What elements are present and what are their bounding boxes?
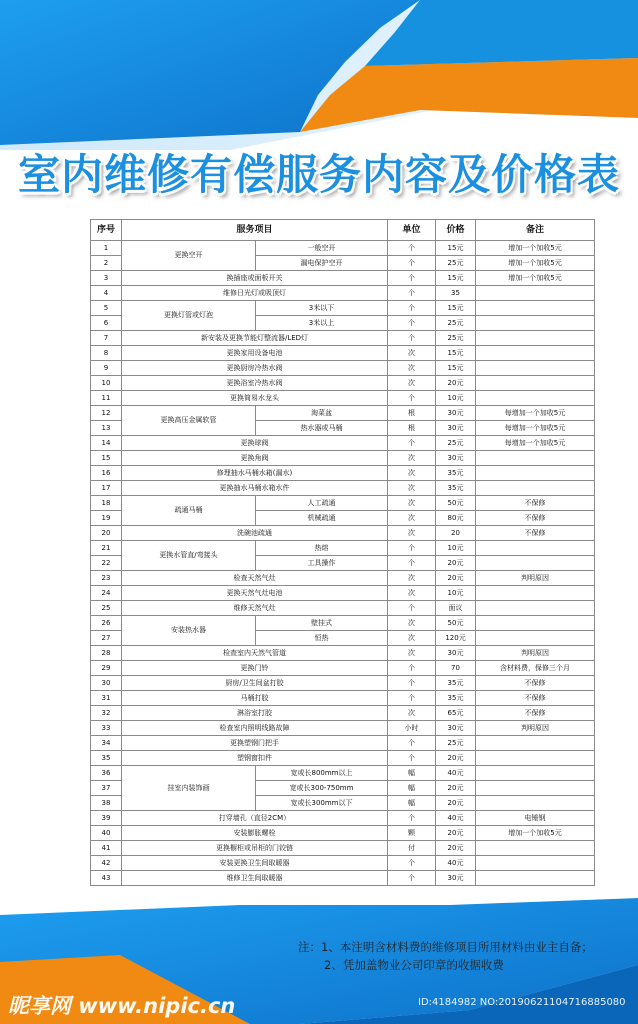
cell-price: 50元 (436, 496, 476, 511)
cell-price: 20元 (436, 796, 476, 811)
cell-no: 41 (91, 841, 122, 856)
cell-item: 更换天然气灶电池 (122, 586, 388, 601)
cell-subitem: 人工疏通 (256, 496, 388, 511)
cell-no: 27 (91, 631, 122, 646)
cell-subitem: 热熔 (256, 541, 388, 556)
table-row (91, 676, 595, 691)
cell-note (476, 631, 595, 646)
cell-item: 疏通马桶 (122, 496, 256, 526)
cell-unit: 颗 (388, 826, 436, 841)
cell-note: 不保修 (476, 676, 595, 691)
cell-price: 40元 (436, 856, 476, 871)
cell-note: 增加一个加收5元 (476, 271, 595, 286)
table-row (91, 541, 595, 556)
cell-item: 新安装及更换节能灯整流器/LED灯 (122, 331, 388, 346)
cell-unit: 次 (388, 586, 436, 601)
cell-price: 35元 (436, 481, 476, 496)
cell-no: 14 (91, 436, 122, 451)
cell-no: 42 (91, 856, 122, 871)
cell-unit: 个 (388, 871, 436, 886)
cell-price: 15元 (436, 361, 476, 376)
table-row (91, 391, 595, 406)
cell-unit: 根 (388, 421, 436, 436)
cell-price: 65元 (436, 706, 476, 721)
cell-item: 更换角阀 (122, 451, 388, 466)
cell-unit: 次 (388, 646, 436, 661)
table-row (91, 571, 595, 586)
cell-unit: 个 (388, 856, 436, 871)
cell-no: 28 (91, 646, 122, 661)
cell-note (476, 841, 595, 856)
cell-price: 20元 (436, 841, 476, 856)
cell-item: 安装热水器 (122, 616, 256, 646)
cell-subitem: 淘菜盆 (256, 406, 388, 421)
cell-item: 更换橱柜或吊柜的门铰链 (122, 841, 388, 856)
cell-no: 22 (91, 556, 122, 571)
cell-note: 每增加一个加收5元 (476, 436, 595, 451)
cell-no: 25 (91, 601, 122, 616)
cell-price: 20元 (436, 571, 476, 586)
cell-note: 每增加一个加收5元 (476, 421, 595, 436)
cell-item: 更换塑钢门把手 (122, 736, 388, 751)
cell-note (476, 616, 595, 631)
cell-subitem: 宽或长300mm以下 (256, 796, 388, 811)
cell-item: 修理抽水马桶水箱(漏水) (122, 466, 388, 481)
cell-unit: 个 (388, 331, 436, 346)
cell-item: 更换浴室冷热水阀 (122, 376, 388, 391)
cell-unit: 根 (388, 406, 436, 421)
footnotes (298, 938, 593, 974)
cell-unit: 次 (388, 571, 436, 586)
cell-price: 30元 (436, 646, 476, 661)
header-no: 序号 (91, 220, 122, 241)
cell-price: 10元 (436, 541, 476, 556)
cell-item: 更换空开 (122, 241, 256, 271)
cell-price: 15元 (436, 346, 476, 361)
cell-unit: 个 (388, 541, 436, 556)
cell-no: 21 (91, 541, 122, 556)
cell-unit: 次 (388, 631, 436, 646)
cell-no: 20 (91, 526, 122, 541)
cell-price: 25元 (436, 436, 476, 451)
cell-item: 更换简易水龙头 (122, 391, 388, 406)
cell-unit: 小时 (388, 721, 436, 736)
cell-unit: 幅 (388, 796, 436, 811)
cell-item: 更换家用设备电池 (122, 346, 388, 361)
cell-no: 26 (91, 616, 122, 631)
cell-note (476, 796, 595, 811)
cell-unit: 个 (388, 691, 436, 706)
cell-note: 不保修 (476, 691, 595, 706)
cell-note (476, 871, 595, 886)
cell-item: 换插座或面板开关 (122, 271, 388, 286)
cell-note: 判明原因 (476, 721, 595, 736)
cell-no: 6 (91, 316, 122, 331)
cell-subitem: 一般空开 (256, 241, 388, 256)
cell-unit: 个 (388, 676, 436, 691)
cell-item: 更换高压金属软管 (122, 406, 256, 436)
cell-item: 塑钢窗扣件 (122, 751, 388, 766)
cell-unit: 付 (388, 841, 436, 856)
cell-price: 30元 (436, 406, 476, 421)
cell-subitem: 宽或长300-750mm (256, 781, 388, 796)
cell-subitem: 3米以下 (256, 301, 388, 316)
cell-item: 马桶打胶 (122, 691, 388, 706)
cell-no: 31 (91, 691, 122, 706)
table-row (91, 811, 595, 826)
cell-no: 37 (91, 781, 122, 796)
cell-note: 增加一个加收5元 (476, 241, 595, 256)
cell-unit: 次 (388, 361, 436, 376)
cell-no: 29 (91, 661, 122, 676)
cell-unit: 幅 (388, 766, 436, 781)
cell-no: 1 (91, 241, 122, 256)
cell-unit: 次 (388, 496, 436, 511)
header-service: 服务项目 (122, 220, 388, 241)
table-row (91, 496, 595, 511)
cell-note (476, 601, 595, 616)
cell-price: 30元 (436, 871, 476, 886)
cell-subitem: 机械疏通 (256, 511, 388, 526)
cell-price: 25元 (436, 256, 476, 271)
cell-price: 25元 (436, 331, 476, 346)
watermark-id: ID:4184982 NO:20190621104716885080 (418, 997, 626, 1008)
cell-item: 更换灯管或灯泡 (122, 301, 256, 331)
table-row (91, 286, 595, 301)
header-unit: 单位 (388, 220, 436, 241)
cell-no: 24 (91, 586, 122, 601)
table-row (91, 721, 595, 736)
table-row (91, 361, 595, 376)
table-row (91, 826, 595, 841)
cell-unit: 次 (388, 481, 436, 496)
cell-no: 15 (91, 451, 122, 466)
cell-unit: 个 (388, 751, 436, 766)
cell-unit: 个 (388, 316, 436, 331)
table-row (91, 451, 595, 466)
cell-note: 增加一个加收5元 (476, 256, 595, 271)
cell-subitem: 宽或长800mm以上 (256, 766, 388, 781)
cell-note (476, 481, 595, 496)
table-row (91, 691, 595, 706)
cell-price: 20元 (436, 751, 476, 766)
price-table (90, 219, 595, 886)
cell-item: 更换水管直/弯接头 (122, 541, 256, 571)
cell-note (476, 391, 595, 406)
cell-item: 更换球阀 (122, 436, 388, 451)
cell-no: 35 (91, 751, 122, 766)
header-note: 备注 (476, 220, 595, 241)
table-row (91, 331, 595, 346)
cell-no: 32 (91, 706, 122, 721)
cell-no: 38 (91, 796, 122, 811)
cell-item: 洗碗池疏通 (122, 526, 388, 541)
footnote-2: 2、凭加盖物业公司印章的收据收费 (324, 958, 504, 972)
cell-unit: 个 (388, 736, 436, 751)
cell-note (476, 781, 595, 796)
cell-note: 不保修 (476, 526, 595, 541)
cell-price: 25元 (436, 736, 476, 751)
cell-note (476, 856, 595, 871)
cell-note (476, 451, 595, 466)
table-row (91, 661, 595, 676)
cell-price: 15元 (436, 241, 476, 256)
cell-no: 33 (91, 721, 122, 736)
cell-unit: 次 (388, 511, 436, 526)
cell-no: 36 (91, 766, 122, 781)
cell-no: 43 (91, 871, 122, 886)
cell-no: 2 (91, 256, 122, 271)
table-row (91, 766, 595, 781)
cell-note (476, 751, 595, 766)
cell-note: 每增加一个加收5元 (476, 406, 595, 421)
cell-unit: 个 (388, 286, 436, 301)
cell-note (476, 301, 595, 316)
cell-price: 40元 (436, 811, 476, 826)
cell-note (476, 376, 595, 391)
cell-price: 40元 (436, 766, 476, 781)
cell-no: 9 (91, 361, 122, 376)
cell-unit: 次 (388, 466, 436, 481)
table-row (91, 586, 595, 601)
cell-price: 35 (436, 286, 476, 301)
table-row (91, 241, 595, 256)
cell-note (476, 286, 595, 301)
cell-price: 35元 (436, 691, 476, 706)
cell-price: 25元 (436, 316, 476, 331)
cell-note (476, 766, 595, 781)
cell-item: 检查室内天然气管道 (122, 646, 388, 661)
cell-item: 维修天然气灶 (122, 601, 388, 616)
table-row (91, 616, 595, 631)
cell-no: 10 (91, 376, 122, 391)
table-header-row (91, 220, 595, 241)
cell-no: 11 (91, 391, 122, 406)
table-row (91, 481, 595, 496)
cell-unit: 个 (388, 256, 436, 271)
table-body (91, 241, 595, 886)
table-row (91, 346, 595, 361)
cell-item: 更换门铃 (122, 661, 388, 676)
cell-price: 70 (436, 661, 476, 676)
cell-item: 检查室内照明线路故障 (122, 721, 388, 736)
cell-item: 维修卫生间取暖器 (122, 871, 388, 886)
table-row (91, 871, 595, 886)
cell-note: 判明原因 (476, 571, 595, 586)
cell-unit: 个 (388, 436, 436, 451)
cell-subitem: 工具操作 (256, 556, 388, 571)
cell-unit: 次 (388, 616, 436, 631)
cell-unit: 次 (388, 376, 436, 391)
table-row (91, 526, 595, 541)
watermark-logo: 昵享网 www.nipic.cn (8, 994, 236, 1018)
table-row (91, 706, 595, 721)
cell-unit: 个 (388, 391, 436, 406)
footnote-1: 注：1、本注明含材料费的维修项目所用材料由业主自备； (298, 940, 593, 954)
cell-no: 8 (91, 346, 122, 361)
cell-note (476, 736, 595, 751)
cell-note: 不保修 (476, 706, 595, 721)
cell-note (476, 316, 595, 331)
cell-no: 23 (91, 571, 122, 586)
table-row (91, 301, 595, 316)
cell-unit: 次 (388, 346, 436, 361)
cell-no: 18 (91, 496, 122, 511)
cell-item: 更换抽水马桶水箱水件 (122, 481, 388, 496)
cell-note: 含材料费，保修三个月 (476, 661, 595, 676)
cell-price: 20元 (436, 376, 476, 391)
page-title: 室内维修有偿服务内容及价格表 (17, 150, 620, 199)
cell-unit: 次 (388, 526, 436, 541)
cell-item: 安装膨胀螺栓 (122, 826, 388, 841)
cell-price: 20元 (436, 826, 476, 841)
cell-price: 15元 (436, 301, 476, 316)
cell-subitem: 壁挂式 (256, 616, 388, 631)
cell-note (476, 346, 595, 361)
cell-note (476, 466, 595, 481)
cell-price: 120元 (436, 631, 476, 646)
cell-price: 15元 (436, 271, 476, 286)
cell-item: 淋浴室打胶 (122, 706, 388, 721)
cell-price: 20 (436, 526, 476, 541)
cell-price: 20元 (436, 781, 476, 796)
cell-no: 4 (91, 286, 122, 301)
table-row (91, 601, 595, 616)
table-row (91, 406, 595, 421)
cell-unit: 幅 (388, 781, 436, 796)
table-row (91, 376, 595, 391)
cell-note (476, 556, 595, 571)
cell-item: 检查天然气灶 (122, 571, 388, 586)
cell-unit: 个 (388, 661, 436, 676)
cell-item: 厨房/卫生间盆打胶 (122, 676, 388, 691)
cell-no: 39 (91, 811, 122, 826)
cell-note (476, 541, 595, 556)
cell-item: 挂室内装饰画 (122, 766, 256, 811)
cell-subitem: 恒热 (256, 631, 388, 646)
cell-price: 80元 (436, 511, 476, 526)
cell-price: 35元 (436, 466, 476, 481)
cell-unit: 个 (388, 601, 436, 616)
cell-item: 维修日光灯或吸顶灯 (122, 286, 388, 301)
cell-price: 30元 (436, 721, 476, 736)
table-row (91, 466, 595, 481)
cell-no: 12 (91, 406, 122, 421)
cell-price: 10元 (436, 391, 476, 406)
cell-note: 不保修 (476, 496, 595, 511)
cell-unit: 次 (388, 706, 436, 721)
cell-note (476, 361, 595, 376)
cell-note: 不保修 (476, 511, 595, 526)
cell-price: 50元 (436, 616, 476, 631)
cell-unit: 个 (388, 241, 436, 256)
cell-no: 30 (91, 676, 122, 691)
table-row (91, 646, 595, 661)
cell-unit: 次 (388, 451, 436, 466)
cell-note: 电锤钢 (476, 811, 595, 826)
header-price: 价格 (436, 220, 476, 241)
table-row (91, 841, 595, 856)
cell-price: 35元 (436, 676, 476, 691)
cell-item: 安装更换卫生间取暖器 (122, 856, 388, 871)
cell-no: 19 (91, 511, 122, 526)
cell-price: 20元 (436, 556, 476, 571)
cell-item: 打穿墙孔（直径2CM） (122, 811, 388, 826)
cell-no: 3 (91, 271, 122, 286)
table-row (91, 271, 595, 286)
cell-no: 34 (91, 736, 122, 751)
cell-price: 面议 (436, 601, 476, 616)
table-row (91, 736, 595, 751)
cell-no: 13 (91, 421, 122, 436)
cell-no: 5 (91, 301, 122, 316)
table-row (91, 436, 595, 451)
cell-note: 判明原因 (476, 646, 595, 661)
cell-subitem: 漏电保护空开 (256, 256, 388, 271)
cell-unit: 个 (388, 556, 436, 571)
table-row (91, 856, 595, 871)
cell-note: 增加一个加收5元 (476, 826, 595, 841)
table-row (91, 751, 595, 766)
cell-item: 更换厨房冷热水阀 (122, 361, 388, 376)
cell-no: 17 (91, 481, 122, 496)
cell-subitem: 3米以上 (256, 316, 388, 331)
cell-unit: 个 (388, 811, 436, 826)
cell-price: 30元 (436, 421, 476, 436)
cell-unit: 个 (388, 271, 436, 286)
cell-no: 16 (91, 466, 122, 481)
cell-price: 30元 (436, 451, 476, 466)
cell-unit: 个 (388, 301, 436, 316)
cell-no: 40 (91, 826, 122, 841)
cell-no: 7 (91, 331, 122, 346)
cell-note (476, 331, 595, 346)
cell-subitem: 热水器或马桶 (256, 421, 388, 436)
cell-price: 10元 (436, 586, 476, 601)
cell-note (476, 586, 595, 601)
